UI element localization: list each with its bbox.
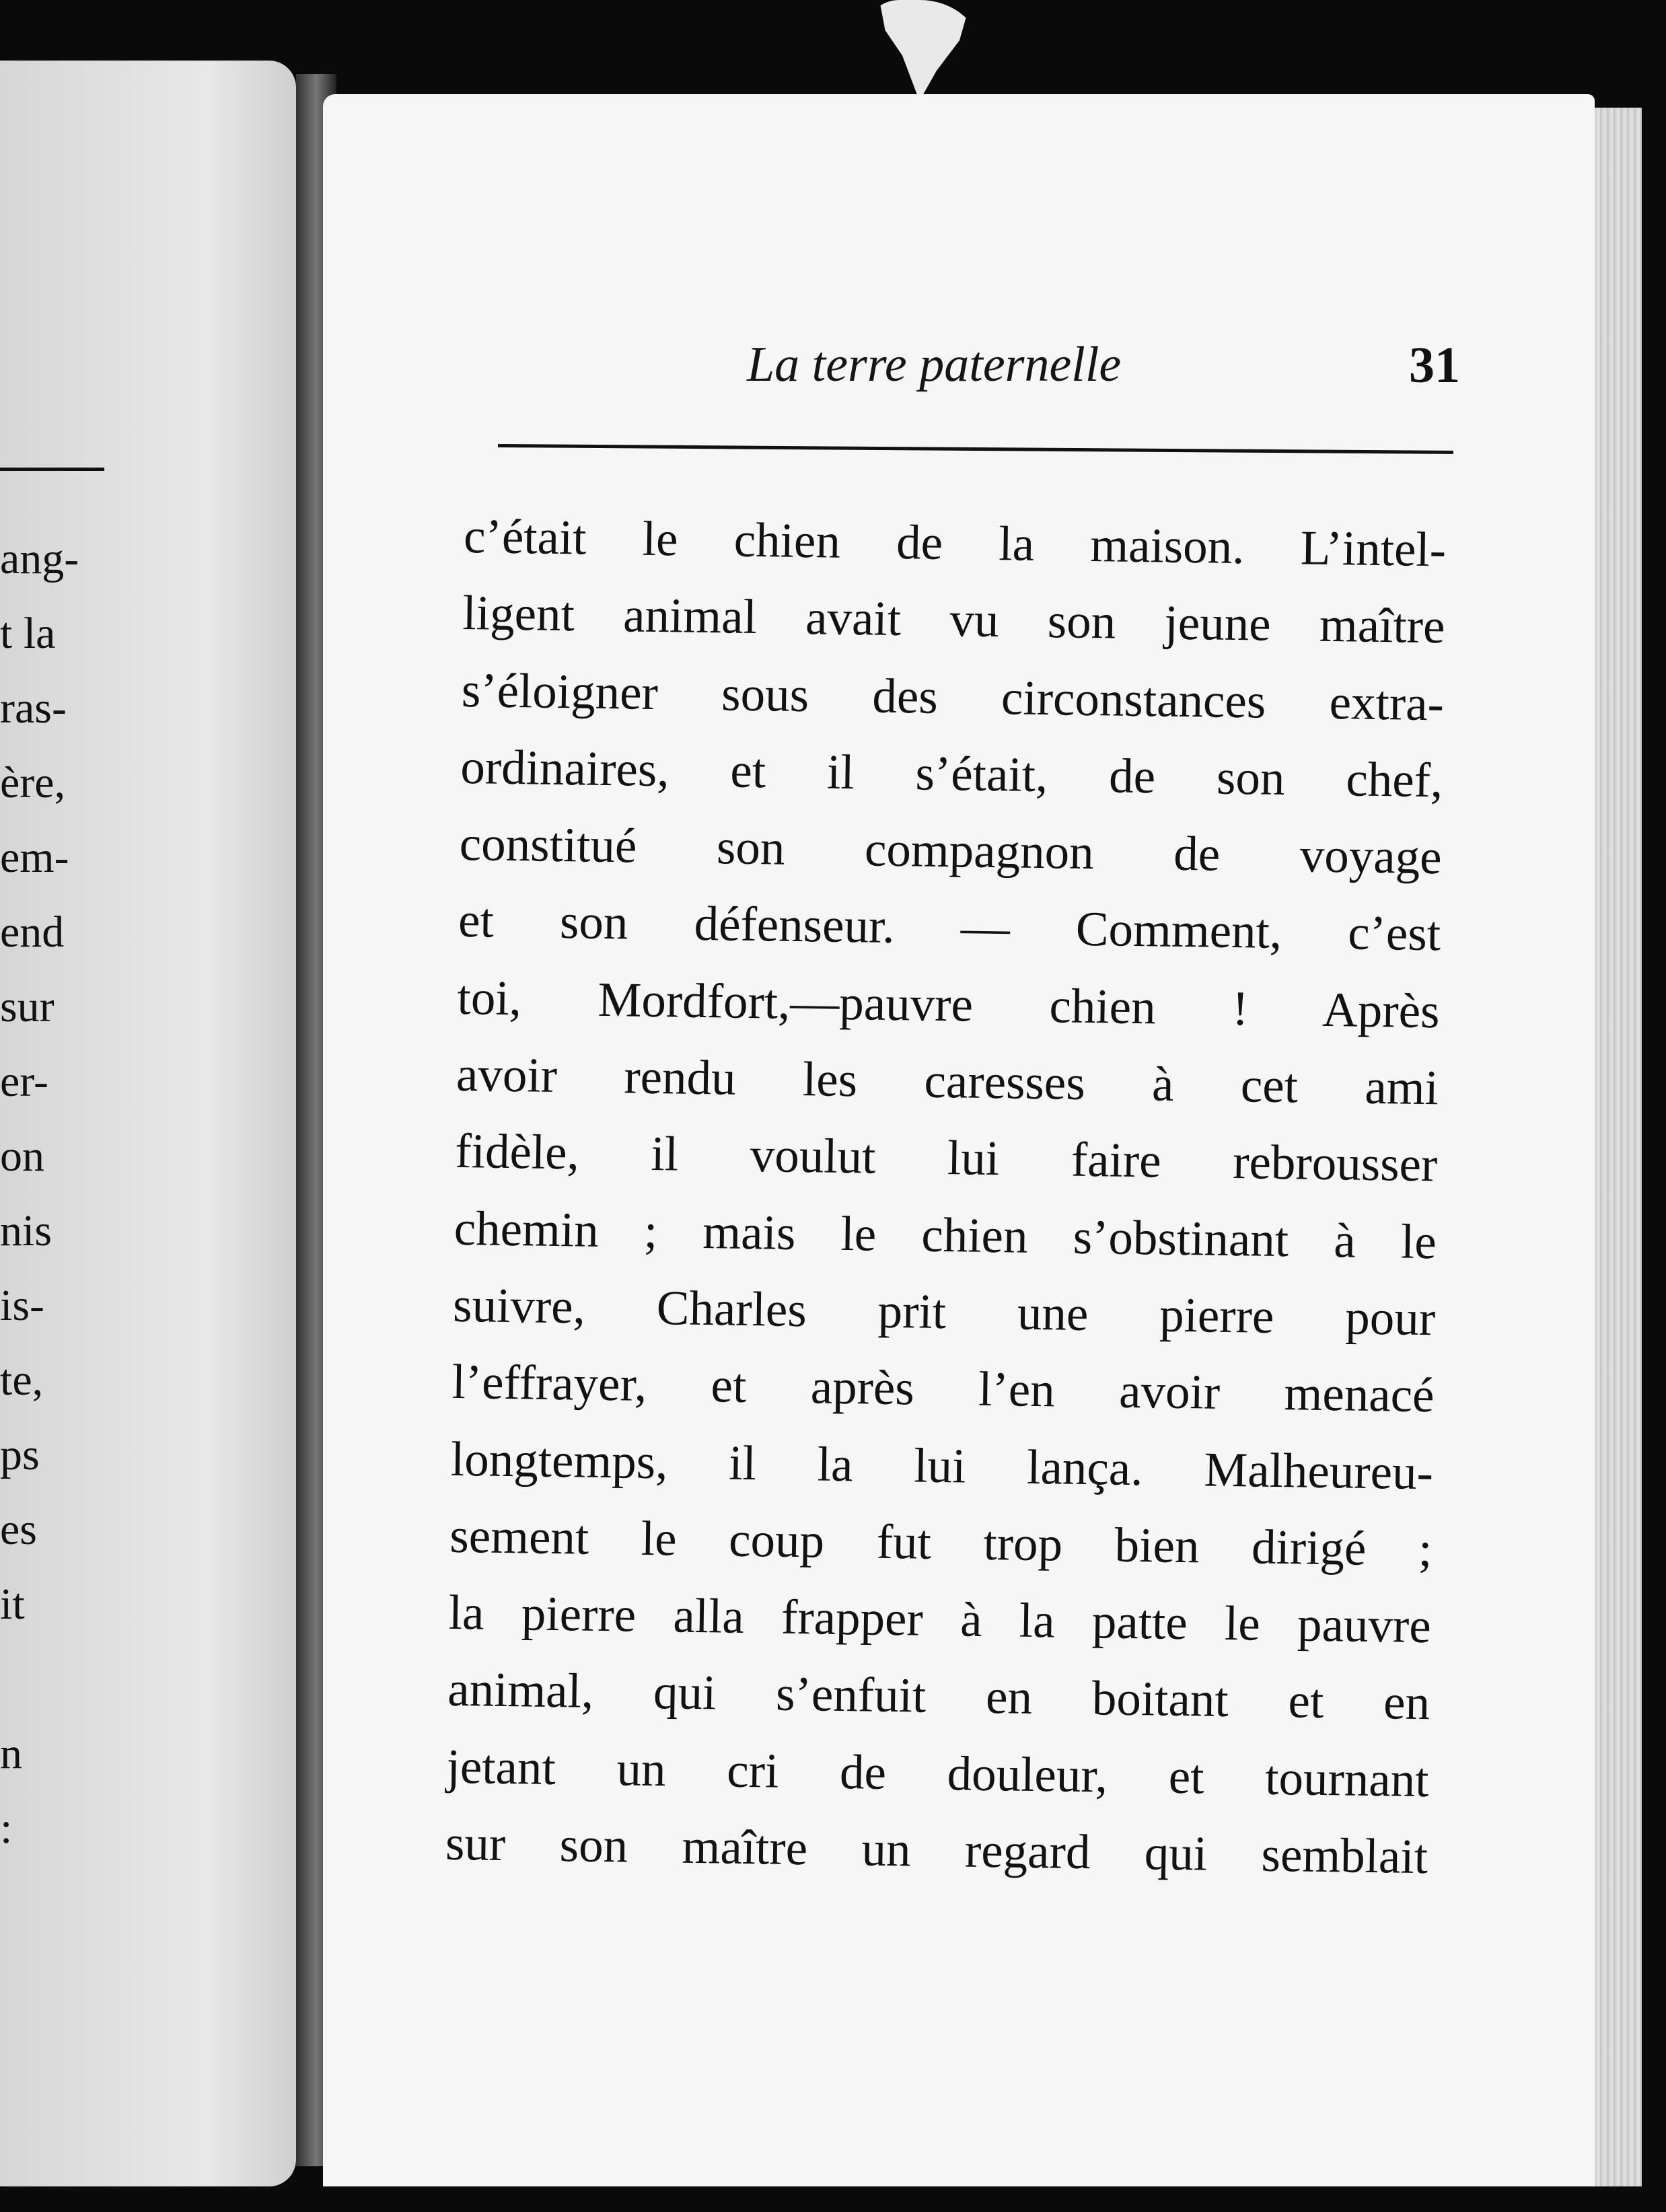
text-line: sement le coup fut trop bien dirigé ;	[449, 1508, 1433, 1577]
left-line: it	[0, 1580, 25, 1629]
left-line: ère,	[0, 758, 66, 807]
left-line: es	[0, 1505, 37, 1554]
left-line: nis	[0, 1206, 52, 1255]
text-line: jetant un cri de douleur, et tournant	[446, 1738, 1430, 1807]
page-number: 31	[1409, 337, 1460, 394]
text-line: fidèle, il voulut lui faire rebrousser	[454, 1123, 1438, 1192]
text-line: l’effrayer, et après l’en avoir menacé	[451, 1354, 1435, 1423]
text-line: longtemps, il la lui lança. Malheureu-	[450, 1431, 1434, 1500]
left-page-text	[0, 521, 79, 1866]
text-line: s’éloigner sous des circonstances extra-	[461, 662, 1445, 731]
left-line: ang-	[0, 534, 79, 583]
page-edges	[1595, 108, 1642, 2186]
left-line: ps	[0, 1430, 40, 1479]
left-line: is-	[0, 1281, 44, 1330]
text-line: chemin ; mais le chien s’obstinant à le	[454, 1200, 1437, 1269]
text-line: toi, Mordfort,—pauvre chien ! Après	[457, 969, 1441, 1039]
left-line: sur	[0, 982, 55, 1031]
left-header-rule	[0, 468, 104, 471]
left-line: :	[0, 1804, 13, 1853]
text-line: avoir rendu les caresses à cet ami	[456, 1046, 1439, 1115]
left-line: em-	[0, 833, 69, 882]
left-line: end	[0, 908, 65, 957]
text-line: c’était le chien de la maison. L’intel-	[463, 508, 1447, 577]
left-line: n	[0, 1729, 22, 1778]
left-line: ras-	[0, 684, 67, 733]
left-page	[0, 61, 296, 2186]
running-title: La terre paternelle	[747, 337, 1122, 392]
body-text	[445, 498, 1447, 1896]
left-line	[0, 1642, 79, 1716]
text-line: la pierre alla frapper à la patte le pauvre	[448, 1584, 1432, 1654]
text-line: constitué son compagnon de voyage	[459, 816, 1443, 885]
paper-tear	[868, 0, 982, 101]
text-line: sur son maître un regard qui semblait	[445, 1815, 1428, 1884]
running-header	[720, 336, 1460, 410]
text-line: et son défenseur. — Comment, c’est	[458, 893, 1441, 961]
left-line: er-	[0, 1057, 48, 1106]
text-line: ligent animal avait vu son jeune maître	[462, 585, 1446, 654]
left-line: on	[0, 1132, 44, 1181]
text-line: ordinaires, et il s’était, de son chef,	[460, 739, 1443, 808]
text-line: animal, qui s’enfuit en boitant et en	[447, 1662, 1430, 1730]
left-line: te,	[0, 1356, 44, 1405]
left-line: t la	[0, 609, 56, 658]
text-line: suivre, Charles prit une pierre pour	[452, 1277, 1436, 1346]
